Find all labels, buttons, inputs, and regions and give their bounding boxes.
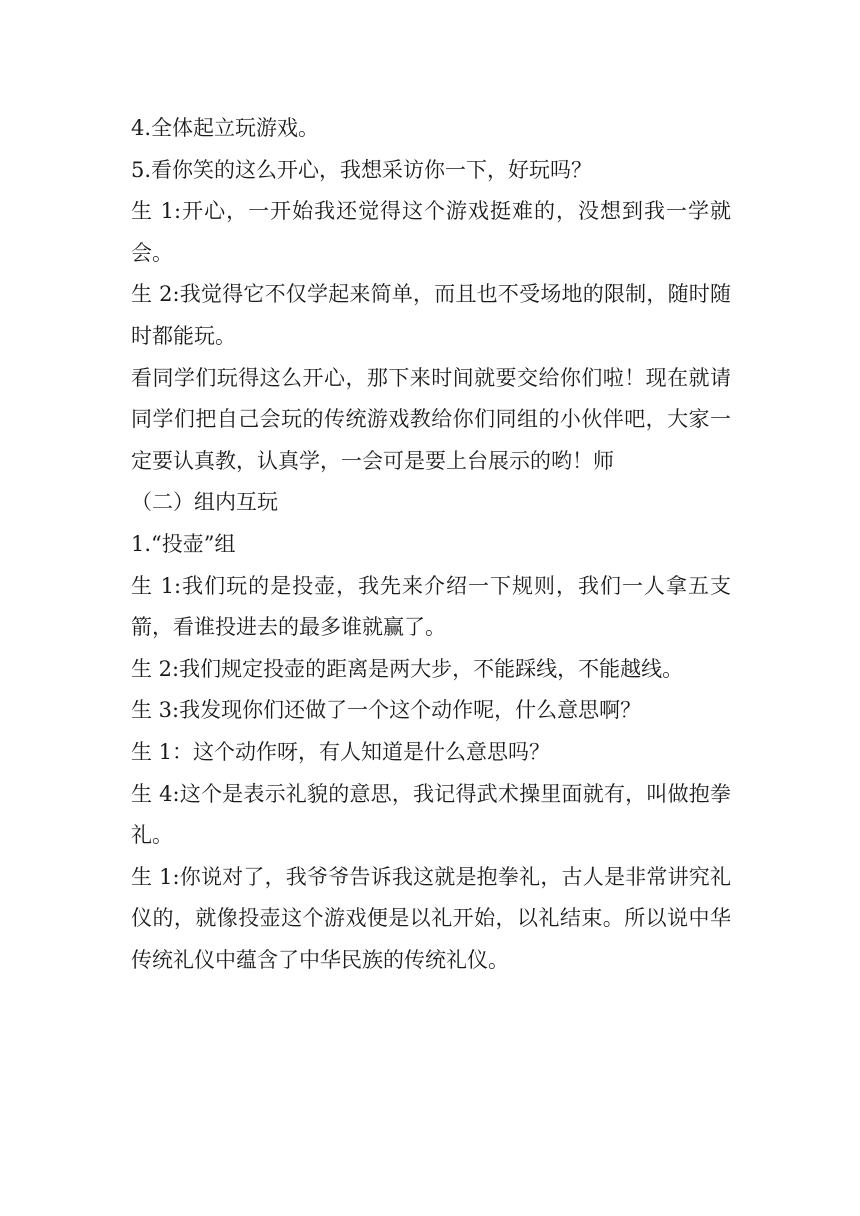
paragraph-student-4-answer: 生 4:这个是表示礼貌的意思，我记得武术操里面就有，叫做抱拳礼。 bbox=[131, 781, 731, 848]
section-heading-group-play: （二）组内互玩 bbox=[131, 490, 278, 515]
paragraph-student-1-question: 生 1：这个动作呀，有人知道是什么意思吗？ bbox=[131, 739, 551, 764]
paragraph-student-1-reply: 生 1:开心，一开始我还觉得这个游戏挺难的，没想到我一学就会。 bbox=[131, 199, 731, 265]
paragraph-student-1-conclusion: 生 1:你说对了，我爷爷告诉我这就是抱拳礼，古人是非常讲究礼仪的，就像投壶这个游戏便是以礼开始，以礼结束。所以说中华传统礼仪中蕴含了中华民族的传统礼仪。 bbox=[131, 864, 731, 972]
paragraph-touhu-distance: 生 2:我们规定投壶的距离是两大步，不能踩线，不能越线。 bbox=[131, 656, 684, 681]
paragraph-student-2-reply: 生 2:我觉得它不仅学起来简单，而且也不受场地的限制，随时随时都能玩。 bbox=[131, 282, 731, 348]
subheading-touhu-group: 1.“投壶”组 bbox=[131, 531, 236, 556]
paragraph-step-5: 5.看你笑的这么开心，我想采访你一下，好玩吗？ bbox=[131, 157, 593, 182]
document-body bbox=[131, 108, 731, 981]
paragraph-student-3-question: 生 3:我发现你们还做了一个这个动作呢，什么意思啊？ bbox=[131, 698, 642, 723]
paragraph-teacher-instruction: 看同学们玩得这么开心，那下来时间就要交给你们啦！现在就请同学们把自己会玩的传统游戏教给你们同组的小伙伴吧，大家一定要认真教，认真学，一会可是要上台展示的哟！师 bbox=[131, 365, 731, 473]
paragraph-step-4: 4.全体起立玩游戏。 bbox=[131, 116, 320, 140]
paragraph-touhu-rules: 生 1:我们玩的是投壶，我先来介绍一下规则，我们一人拿五支箭，看谁投进去的最多谁就赢了。 bbox=[131, 573, 731, 640]
